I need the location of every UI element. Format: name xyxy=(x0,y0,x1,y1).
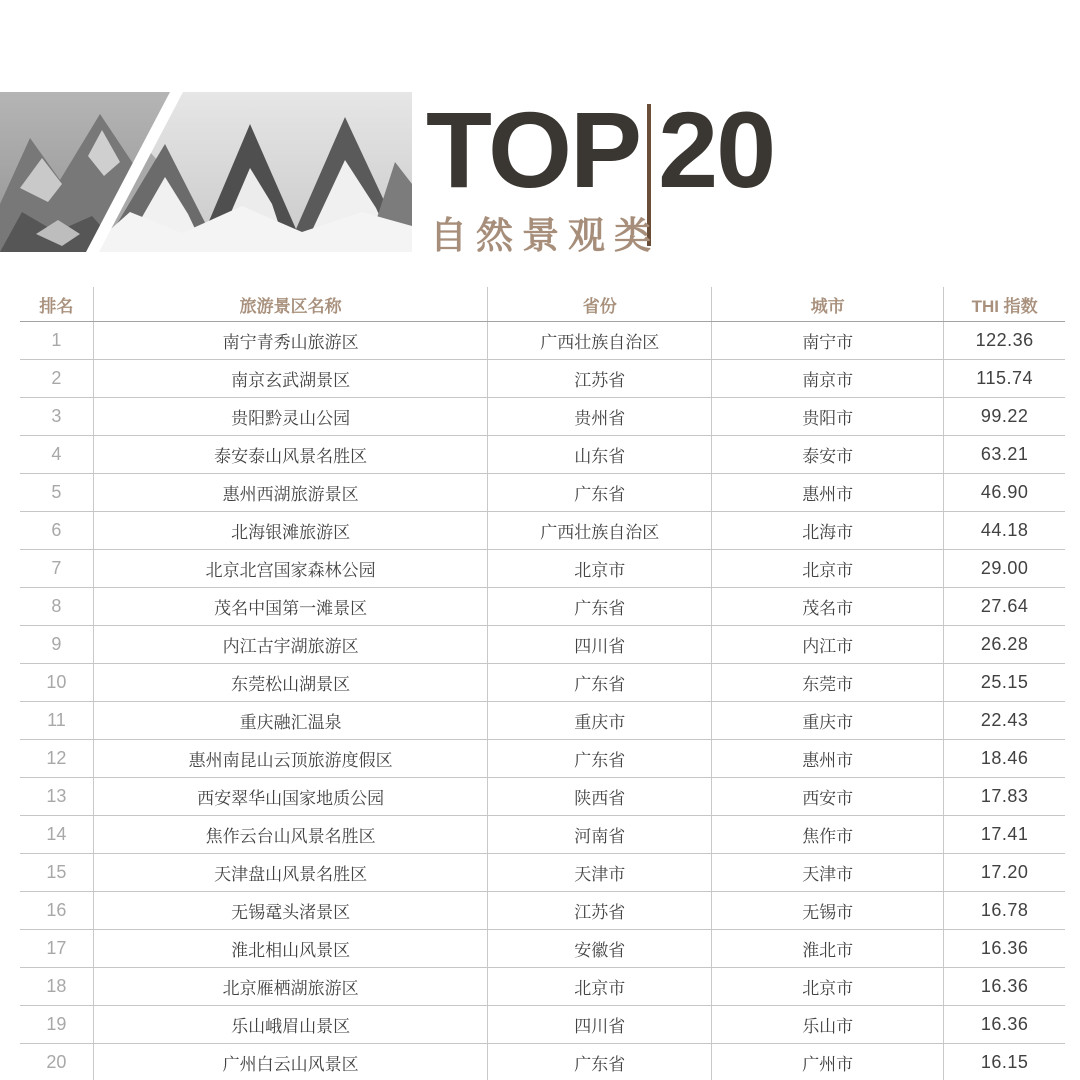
title-number-text: 20 xyxy=(658,89,775,210)
thi-index-cell: 25.15 xyxy=(943,664,1065,701)
table-row xyxy=(20,474,1065,512)
table-row xyxy=(20,740,1065,778)
rank-cell: 14 xyxy=(46,824,67,844)
table-row xyxy=(20,550,1065,588)
thi-index-cell: 16.36 xyxy=(943,930,1065,967)
province-cell: 广西壮族自治区 xyxy=(487,512,711,549)
rank-cell: 5 xyxy=(51,482,62,502)
scenic-area-name-cell: 贵阳黔灵山公园 xyxy=(93,398,488,435)
city-cell: 北海市 xyxy=(711,512,943,549)
table-row xyxy=(20,816,1065,854)
scenic-area-name-cell: 北海银滩旅游区 xyxy=(93,512,488,549)
thi-index-cell: 46.90 xyxy=(943,474,1065,511)
city-cell: 北京市 xyxy=(711,968,943,1005)
scenic-area-name-cell: 惠州西湖旅游景区 xyxy=(93,474,488,511)
province-cell: 广东省 xyxy=(487,664,711,701)
city-cell: 东莞市 xyxy=(711,664,943,701)
scenic-area-name-cell: 惠州南昆山云顶旅游度假区 xyxy=(93,740,488,777)
table-row xyxy=(20,930,1065,968)
table-row xyxy=(20,512,1065,550)
rank-cell: 4 xyxy=(51,444,62,464)
city-cell: 茂名市 xyxy=(711,588,943,625)
title-top-text: TOP xyxy=(426,89,641,210)
thi-index-cell: 17.41 xyxy=(943,816,1065,853)
province-cell: 天津市 xyxy=(487,854,711,891)
scenic-area-name-cell: 内江古宇湖旅游区 xyxy=(93,626,488,663)
rank-cell: 13 xyxy=(46,786,67,806)
thi-index-cell: 44.18 xyxy=(943,512,1065,549)
scenic-area-name-cell: 焦作云台山风景名胜区 xyxy=(93,816,488,853)
province-cell: 四川省 xyxy=(487,626,711,663)
province-cell: 广西壮族自治区 xyxy=(487,322,711,359)
rank-cell: 11 xyxy=(47,710,66,730)
thi-index-cell: 99.22 xyxy=(943,398,1065,435)
scenic-area-name-cell: 西安翠华山国家地质公园 xyxy=(93,778,488,815)
mountain-photo-graphic xyxy=(0,92,412,252)
table-row xyxy=(20,360,1065,398)
thi-index-cell: 16.15 xyxy=(943,1044,1065,1080)
table-row xyxy=(20,968,1065,1006)
rank-cell: 7 xyxy=(51,558,62,578)
rank-cell: 12 xyxy=(46,748,67,768)
province-cell: 山东省 xyxy=(487,436,711,473)
province-cell: 四川省 xyxy=(487,1006,711,1043)
column-header: 城市 xyxy=(711,287,943,321)
rank-cell: 17 xyxy=(46,938,67,958)
city-cell: 南京市 xyxy=(711,360,943,397)
table-row xyxy=(20,626,1065,664)
province-cell: 北京市 xyxy=(487,968,711,1005)
rank-cell: 15 xyxy=(46,862,67,882)
city-cell: 内江市 xyxy=(711,626,943,663)
table-row xyxy=(20,1006,1065,1044)
scenic-area-name-cell: 南宁青秀山旅游区 xyxy=(93,322,488,359)
column-header: THI 指数 xyxy=(943,287,1065,321)
rank-cell: 19 xyxy=(46,1014,67,1034)
city-cell: 重庆市 xyxy=(711,702,943,739)
scenic-area-name-cell: 南京玄武湖景区 xyxy=(93,360,488,397)
city-cell: 惠州市 xyxy=(711,740,943,777)
city-cell: 贵阳市 xyxy=(711,398,943,435)
mountain-photo xyxy=(0,92,412,252)
scenic-area-name-cell: 北京雁栖湖旅游区 xyxy=(93,968,488,1005)
scenic-area-name-cell: 广州白云山风景区 xyxy=(93,1044,488,1080)
province-cell: 广东省 xyxy=(487,740,711,777)
thi-index-cell: 16.36 xyxy=(943,968,1065,1005)
city-cell: 北京市 xyxy=(711,550,943,587)
city-cell: 南宁市 xyxy=(711,322,943,359)
table-row xyxy=(20,1044,1065,1080)
rank-cell: 8 xyxy=(51,596,62,616)
table-row xyxy=(20,702,1065,740)
province-cell: 广东省 xyxy=(487,1044,711,1080)
table-row xyxy=(20,664,1065,702)
scenic-area-name-cell: 无锡鼋头渚景区 xyxy=(93,892,488,929)
scenic-area-name-cell: 重庆融汇温泉 xyxy=(93,702,488,739)
scenic-area-name-cell: 泰安泰山风景名胜区 xyxy=(93,436,488,473)
table-body xyxy=(20,322,1065,1080)
table-row xyxy=(20,436,1065,474)
thi-index-cell: 27.64 xyxy=(943,588,1065,625)
scenic-area-name-cell: 茂名中国第一滩景区 xyxy=(93,588,488,625)
city-cell: 淮北市 xyxy=(711,930,943,967)
city-cell: 广州市 xyxy=(711,1044,943,1080)
rank-cell: 20 xyxy=(46,1052,67,1072)
table-header-row xyxy=(20,287,1065,322)
thi-index-cell: 17.20 xyxy=(943,854,1065,891)
thi-index-cell: 16.78 xyxy=(943,892,1065,929)
city-cell: 无锡市 xyxy=(711,892,943,929)
province-cell: 江苏省 xyxy=(487,360,711,397)
thi-index-cell: 22.43 xyxy=(943,702,1065,739)
table-row xyxy=(20,854,1065,892)
scenic-area-name-cell: 天津盘山风景名胜区 xyxy=(93,854,488,891)
thi-index-cell: 17.83 xyxy=(943,778,1065,815)
city-cell: 西安市 xyxy=(711,778,943,815)
rank-cell: 16 xyxy=(46,900,67,920)
rank-cell: 9 xyxy=(51,634,62,654)
column-header: 省份 xyxy=(487,287,711,321)
province-cell: 广东省 xyxy=(487,588,711,625)
table-row xyxy=(20,892,1065,930)
scenic-area-name-cell: 乐山峨眉山景区 xyxy=(93,1006,488,1043)
city-cell: 惠州市 xyxy=(711,474,943,511)
thi-index-cell: 122.36 xyxy=(943,322,1065,359)
province-cell: 重庆市 xyxy=(487,702,711,739)
rank-cell: 2 xyxy=(51,368,62,388)
province-cell: 河南省 xyxy=(487,816,711,853)
province-cell: 广东省 xyxy=(487,474,711,511)
province-cell: 贵州省 xyxy=(487,398,711,435)
province-cell: 北京市 xyxy=(487,550,711,587)
thi-index-cell: 16.36 xyxy=(943,1006,1065,1043)
city-cell: 天津市 xyxy=(711,854,943,891)
rank-cell: 3 xyxy=(51,406,62,426)
thi-index-cell: 63.21 xyxy=(943,436,1065,473)
thi-index-cell: 29.00 xyxy=(943,550,1065,587)
ranking-table xyxy=(20,287,1065,1080)
table-row xyxy=(20,588,1065,626)
scenic-area-name-cell: 淮北相山风景区 xyxy=(93,930,488,967)
scenic-area-name-cell: 东莞松山湖景区 xyxy=(93,664,488,701)
thi-index-cell: 26.28 xyxy=(943,626,1065,663)
thi-index-cell: 115.74 xyxy=(943,360,1065,397)
city-cell: 焦作市 xyxy=(711,816,943,853)
province-cell: 安徽省 xyxy=(487,930,711,967)
city-cell: 泰安市 xyxy=(711,436,943,473)
rank-cell: 1 xyxy=(51,330,62,350)
column-header: 排名 xyxy=(39,296,74,316)
province-cell: 江苏省 xyxy=(487,892,711,929)
thi-index-cell: 18.46 xyxy=(943,740,1065,777)
province-cell: 陕西省 xyxy=(487,778,711,815)
table-row xyxy=(20,778,1065,816)
column-header: 旅游景区名称 xyxy=(93,287,488,321)
scenic-area-name-cell: 北京北宫国家森林公园 xyxy=(93,550,488,587)
rank-cell: 18 xyxy=(46,976,67,996)
rank-cell: 6 xyxy=(51,520,62,540)
table-row xyxy=(20,322,1065,360)
page-subtitle: 自然景观类 xyxy=(430,215,660,256)
city-cell: 乐山市 xyxy=(711,1006,943,1043)
table-row xyxy=(20,398,1065,436)
rank-cell: 10 xyxy=(46,672,67,692)
